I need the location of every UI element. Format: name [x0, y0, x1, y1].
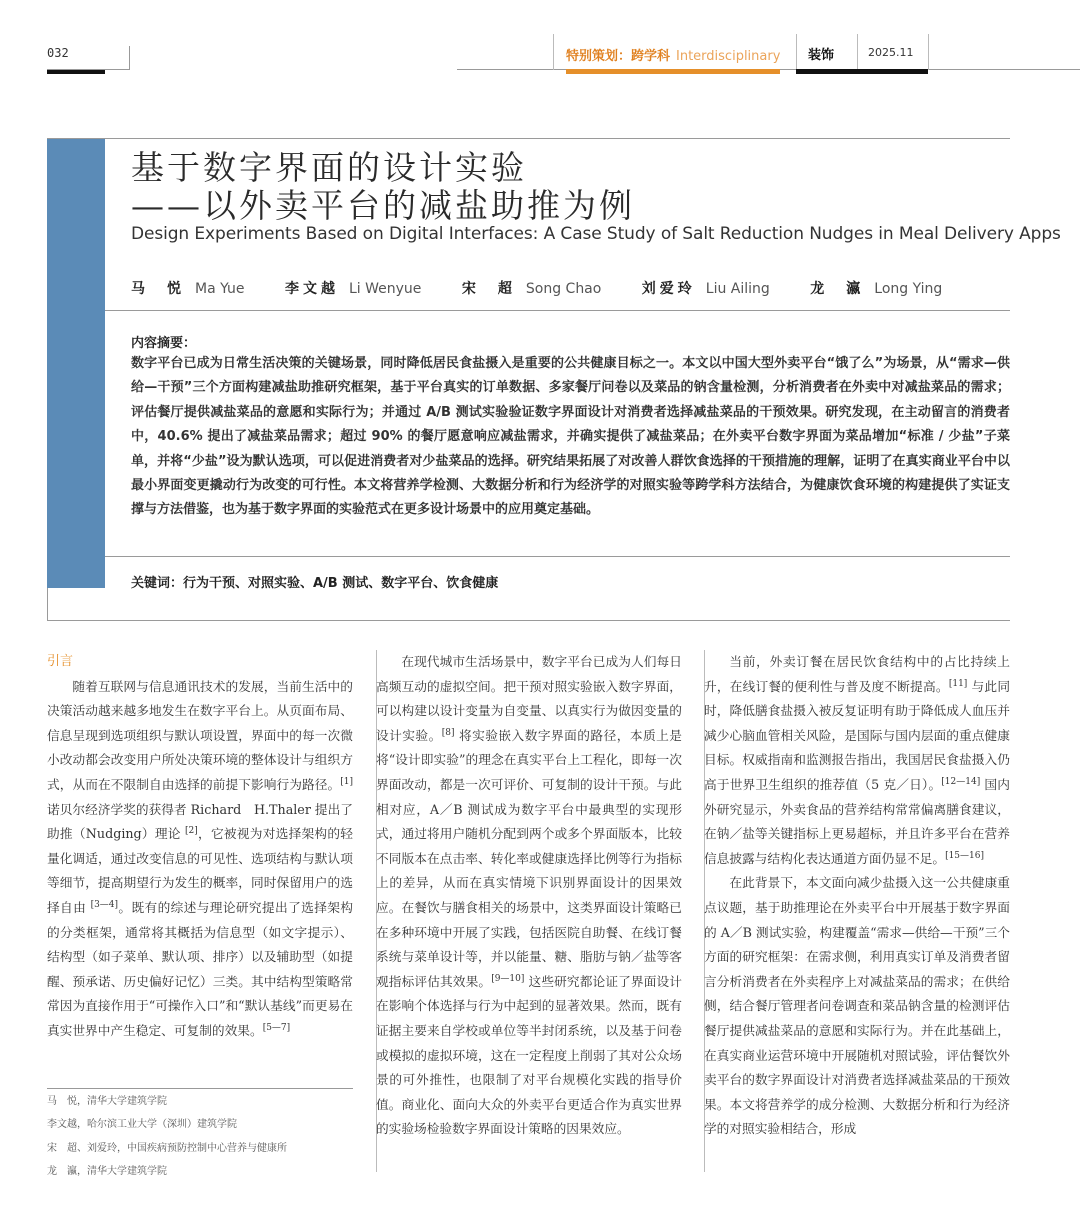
author: 刘爱玲 Liu Ailing [641, 281, 770, 297]
affiliation-line: 宋 超、刘爱玲，中国疾病预防控制中心营养与健康所 [47, 1142, 287, 1154]
magazine-title: 装饰 [808, 48, 835, 63]
divider [105, 310, 1010, 311]
author: 宋 超 Song Chao [461, 281, 602, 297]
citation: [1] [340, 776, 353, 787]
section-heading: 引言 [47, 654, 74, 669]
body-paragraph: 随着互联网与信息通讯技术的发展，当前生活中的决策活动越来越多地发生在数字平台上。从页面布局、信息呈现到选项组织与默认项设置，界面中的每一次微小改动都会改变用户所处决策环境的整体设计与组织方式，从而在不限制自由选择的前提下影响行为路径。[1] 诺贝尔经济学奖的获得者 Richard H.Thaler 提出了助推（Nudging）理论 [2]，它被视为对选择架构的轻量化调适，通过改变信息的可见性、选项结构与默认项等细节，提高期望行为发生的概率，同时保留用户的选择自由 [3—4]。既有的综述与理论研究提出了选择架构的分类框架，通常将其概括为信息型（如文字提示）、结构型（如子菜单、默认项、排序）以及辅助型（如提醒、预承诺、历史偏好记忆）三类。其中结构型策略常常因为直接作用于“可操作入口”和“默认基线”而更易在真实世界中产生稳定、可复制的效果。[5—7] [47, 678, 353, 1038]
footnote-rule [47, 1088, 353, 1089]
citation: [8] [441, 727, 455, 738]
page-number: 032 [47, 46, 69, 60]
affiliation-line: 龙 瀛，清华大学建筑学院 [47, 1165, 167, 1177]
header-tick [553, 34, 554, 70]
header-bar-magazine [796, 69, 928, 74]
citation: [2] [185, 825, 198, 836]
author-affiliations [47, 1090, 353, 1183]
feature-label-cn: 特别策划：跨学科 [566, 49, 671, 64]
article-title: 基于数字界面的设计实验 [131, 148, 527, 187]
body-paragraph: 当前，外卖订餐在居民饮食结构中的占比持续上升，在线订餐的便利性与普及度不断提高。[11] 与此同时，降低膳食盐摄入被反复证明有助于降低成人血压并减少心脑血管相关风险，是国际与国内层面的重点健康目标。权威指南和监测报告指出，我国居民食盐摄入仍高于世界卫生组织的推荐值（5 克／日）。[12—14] 国内外研究显示，外卖食品的营养结构常常偏离膳食建议，在钠／盐等关键指标上更易超标，并且许多平台在营养信息披露与结构化表达通道方面仍显不足。[15—16] [704, 654, 1010, 866]
author: 龙 瀛 Long Ying [810, 281, 943, 297]
feature-label [566, 45, 780, 64]
affiliation-line: 李文越，哈尔滨工业大学（深圳）建筑学院 [47, 1119, 237, 1131]
body-paragraph: 在现代城市生活场景中，数字平台已成为人们每日高频互动的虚拟空间。把干预对照实验嵌入数字界面，可以构建以设计变量为自变量、以真实行为做因变量的设计实验。[8] 将实验嵌入数字界面的路径，本质上是将“设计即实验”的理念在真实平台上工程化，即每一次界面改动，都是一次可评价、可复制的设计干预。与此相对应，A／B 测试成为数字平台中最典型的实现形式，通过将用户随机分配到两个或多个界面版本，比较不同版本在点击率、转化率或健康选择比例等行为指标上的差异，从而在真实情境下识别界面设计的因果效应。在餐饮与膳食相关的场景中，这类界面设计策略已在多种环境中开展了实践，包括医院自助餐、在线订餐系统与菜单设计等，并以能量、糖、脂肪与钠／盐等客观指标评估其效果。[9—10] 这些研究都论证了界面设计在影响个体选择与行为中起到的显著效果。然而，既有证据主要来自学校或单位等半封闭系统，以及基于问卷或模拟的虚拟环境，这在一定程度上削弱了其对公众场景的可外推性，也限制了对平台规模化实践的指导价值。商业化、面向大众的外卖平台更适合作为真实世界的实验场检验数字界面设计策略的因果效应。 [376, 654, 682, 1137]
article-title-en: Design Experiments Based on Digital Interfaces: A Case Study of Salt Reduction Nudges in Meal Delivery Apps [131, 224, 1061, 244]
citation: [11] [948, 678, 968, 689]
citation: [15—16] [945, 850, 984, 861]
body-column-2 [376, 650, 682, 1180]
abstract-text: 数字平台已成为日常生活决策的关键场景，同时降低居民食盐摄入是重要的公共健康目标之一。本文以中国大型外卖平台“饿了么”为场景，从“需求—供给—干预”三个方面构建减盐助推研究框架，基于平台真实的订单数据、多家餐厅问卷以及菜品的钠含量检测，分析消费者在外卖中对减盐菜品的需求；评估餐厅提供减盐菜品的意愿和实际行为；并通过 A/B 测试实验验证数字界面设计对消费者选择减盐菜品的干预效果。研究发现，在主动留言的消费者中，40.6% 提出了减盐菜品需求；超过 90% 的餐厅愿意响应减盐需求，并确实提供了减盐菜品；在外卖平台数字界面为菜品增加“标准 / 少盐”子菜单，并将“少盐”设为默认选项，可以促进消费者对少盐菜品的选择。研究结果拓展了对改善人群饮食选择的干预措施的理解，证明了在真实商业平台中以最小界面变更撬动行为改变的可行性。本文将营养学检测、大数据分析和行为经济学的对照实验等跨学科方法结合，为健康饮食环境的构建提供了实证支撑与方法借鉴，也为基于数字界面的实验范式在更多设计场景中的应用奠定基础。 [131, 356, 1010, 518]
header-rule-left [47, 69, 129, 70]
citation: [12—14] [941, 776, 981, 787]
author: 李文越 Li Wenyue [285, 281, 422, 297]
title-block-top-rule [47, 138, 1010, 139]
header-tick [857, 34, 858, 70]
citation: [5—7] [262, 1022, 291, 1033]
article-subtitle: ——以外卖平台的减盐助推为例 [131, 186, 635, 225]
title-sidebar [47, 139, 105, 588]
abstract-label: 内容摘要： [131, 336, 197, 351]
divider [105, 556, 1010, 557]
divider [47, 588, 48, 620]
citation: [9—10] [491, 973, 525, 984]
feature-label-en: Interdisciplinary [676, 49, 781, 64]
author: 马 悦 Ma Yue [131, 281, 245, 297]
header-tick [928, 34, 929, 70]
header-tick [796, 34, 797, 70]
title-block-bottom-rule [47, 620, 1010, 621]
body-paragraph: 在此背景下，本文面向减少盐摄入这一公共健康重点议题，基于助推理论在外卖平台中开展基于数字界面的 A／B 测试实验，构建覆盖“需求—供给—干预”三个方面的研究框架：在需求侧，利用真实订单及消费者留言分析消费者在外卖程序上对减盐菜品的需求；在供给侧，结合餐厅管理者问卷调查和菜品钠含量的检测评估餐厅提供减盐菜品的意愿和实际行为。并在此基础上，在真实商业运营环境中开展随机对照试验，评估餐饮外卖平台的数字界面设计对消费者选择减盐菜品的干预效果。本文将营养学的成分检测、大数据分析和行为经济学的对照实验相结合，形成 [704, 875, 1010, 1137]
issue-date: 2025.11 [868, 46, 914, 59]
header-bar-feature [566, 69, 780, 74]
citation: [3—4] [90, 899, 119, 910]
affiliation-line: 马 悦，清华大学建筑学院 [47, 1096, 167, 1107]
body-column-3 [704, 650, 1010, 1180]
keywords: 关键词：行为干预、对照实验、A/B 测试、数字平台、饮食健康 [131, 576, 499, 591]
author-list [131, 278, 978, 298]
header-tick [129, 46, 130, 70]
body-column-1 [47, 650, 353, 1070]
